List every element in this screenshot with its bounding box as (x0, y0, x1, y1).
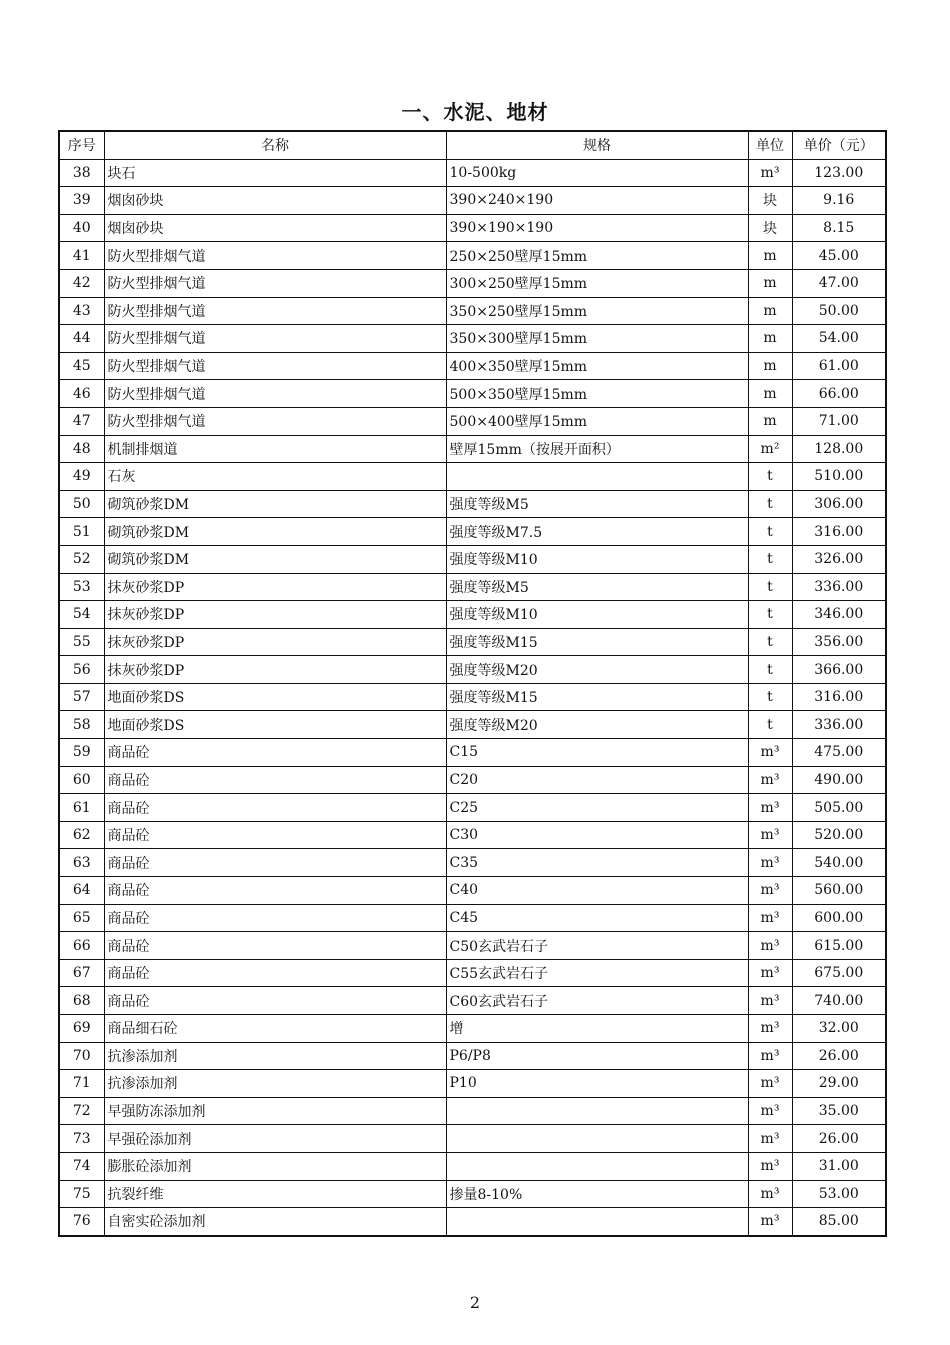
cell-unit: m³ (748, 1042, 792, 1070)
page-title: 一、水泥、地材 (401, 100, 549, 124)
cell-unit: m² (748, 435, 792, 463)
cell-spec: C40 (446, 877, 748, 905)
cell-price: 346.00 (792, 601, 886, 629)
cell-spec: 500×350壁厚15mm (446, 380, 748, 408)
table-row (59, 352, 886, 380)
table-row (59, 628, 886, 656)
cell-unit: 块 (748, 187, 792, 215)
cell-name: 商品砼 (104, 794, 446, 822)
table-row (59, 214, 886, 242)
cell-spec: 强度等级M15 (446, 683, 748, 711)
table-row (59, 490, 886, 518)
cell-unit: t (748, 463, 792, 491)
cell-unit: m³ (748, 1015, 792, 1043)
cell-price: 316.00 (792, 683, 886, 711)
cell-unit: m (748, 325, 792, 353)
cell-spec: 300×250壁厚15mm (446, 269, 748, 297)
cell-price: 128.00 (792, 435, 886, 463)
cell-no: 50 (59, 490, 104, 518)
cell-unit: m³ (748, 932, 792, 960)
cell-unit: t (748, 601, 792, 629)
cell-unit: t (748, 490, 792, 518)
cell-no: 75 (59, 1180, 104, 1208)
cell-spec: C25 (446, 794, 748, 822)
cell-unit: t (748, 573, 792, 601)
cell-no: 57 (59, 683, 104, 711)
cell-unit: m (748, 242, 792, 270)
cell-spec: C15 (446, 739, 748, 767)
cell-unit: t (748, 683, 792, 711)
cell-spec: 掺量8-10% (446, 1180, 748, 1208)
table-row (59, 1042, 886, 1070)
cell-spec (446, 1097, 748, 1125)
cell-spec (446, 1208, 748, 1236)
cell-price: 505.00 (792, 794, 886, 822)
cell-spec: 400×350壁厚15mm (446, 352, 748, 380)
cell-spec: 强度等级M5 (446, 573, 748, 601)
cell-no: 49 (59, 463, 104, 491)
cell-unit: m³ (748, 766, 792, 794)
cell-name: 地面砂浆DS (104, 711, 446, 739)
cell-unit: m³ (748, 1180, 792, 1208)
cell-spec: C20 (446, 766, 748, 794)
cell-name: 石灰 (104, 463, 446, 491)
cell-no: 69 (59, 1015, 104, 1043)
table-row (59, 518, 886, 546)
cell-name: 抗裂纤维 (104, 1180, 446, 1208)
table-row (59, 1097, 886, 1125)
cell-unit: m³ (748, 739, 792, 767)
cell-name: 抹灰砂浆DP (104, 656, 446, 684)
cell-no: 43 (59, 297, 104, 325)
page-number: 2 (469, 1293, 481, 1312)
table-row (59, 766, 886, 794)
cell-no: 56 (59, 656, 104, 684)
cell-no: 45 (59, 352, 104, 380)
cell-spec: P10 (446, 1070, 748, 1098)
table-row (59, 545, 886, 573)
cell-price: 336.00 (792, 573, 886, 601)
cell-no: 39 (59, 187, 104, 215)
cell-no: 42 (59, 269, 104, 297)
table-body (59, 159, 886, 1236)
cell-name: 地面砂浆DS (104, 683, 446, 711)
cell-no: 58 (59, 711, 104, 739)
table-row (59, 904, 886, 932)
cell-spec: 390×240×190 (446, 187, 748, 215)
cell-name: 商品砼 (104, 821, 446, 849)
table-row (59, 1180, 886, 1208)
cell-spec: 390×190×190 (446, 214, 748, 242)
cell-unit: m (748, 407, 792, 435)
cell-name: 抹灰砂浆DP (104, 628, 446, 656)
cell-no: 53 (59, 573, 104, 601)
cell-no: 41 (59, 242, 104, 270)
table-row (59, 849, 886, 877)
cell-no: 70 (59, 1042, 104, 1070)
cell-unit: m³ (748, 794, 792, 822)
table-row (59, 821, 886, 849)
cell-unit: m³ (748, 159, 792, 187)
cell-name: 商品砼 (104, 959, 446, 987)
column-header-unit: 单位 (748, 131, 792, 159)
column-header-spec: 规格 (446, 131, 748, 159)
cell-name: 防火型排烟气道 (104, 325, 446, 353)
cell-price: 326.00 (792, 545, 886, 573)
cell-spec: 增 (446, 1015, 748, 1043)
cell-no: 48 (59, 435, 104, 463)
table-row (59, 1125, 886, 1153)
cell-no: 74 (59, 1152, 104, 1180)
table-row (59, 242, 886, 270)
cell-name: 砌筑砂浆DM (104, 490, 446, 518)
table-row (59, 656, 886, 684)
table-row (59, 187, 886, 215)
cell-spec: 强度等级M20 (446, 656, 748, 684)
cell-price: 35.00 (792, 1097, 886, 1125)
cell-unit: t (748, 518, 792, 546)
cell-unit: m³ (748, 1125, 792, 1153)
cell-name: 抹灰砂浆DP (104, 573, 446, 601)
cell-no: 55 (59, 628, 104, 656)
cell-unit: m³ (748, 987, 792, 1015)
table-row (59, 987, 886, 1015)
cell-no: 60 (59, 766, 104, 794)
cell-name: 防火型排烟气道 (104, 269, 446, 297)
table-row (59, 463, 886, 491)
cell-name: 膨胀砼添加剂 (104, 1152, 446, 1180)
cell-unit: m³ (748, 1097, 792, 1125)
cell-spec (446, 1125, 748, 1153)
column-header-price: 单价（元） (792, 131, 886, 159)
table-row (59, 435, 886, 463)
cell-name: 商品砼 (104, 849, 446, 877)
table-header-row (59, 131, 886, 159)
cell-no: 73 (59, 1125, 104, 1153)
table-row (59, 959, 886, 987)
cell-name: 商品砼 (104, 766, 446, 794)
cell-spec: C45 (446, 904, 748, 932)
cell-spec: P6/P8 (446, 1042, 748, 1070)
cell-price: 306.00 (792, 490, 886, 518)
cell-unit: m³ (748, 1208, 792, 1236)
cell-name: 防火型排烟气道 (104, 297, 446, 325)
cell-unit: m³ (748, 1070, 792, 1098)
cell-name: 商品细石砼 (104, 1015, 446, 1043)
table-row (59, 380, 886, 408)
table-row (59, 297, 886, 325)
cell-unit: m (748, 269, 792, 297)
table-row (59, 1152, 886, 1180)
cell-no: 54 (59, 601, 104, 629)
cell-name: 防火型排烟气道 (104, 380, 446, 408)
cell-unit: m³ (748, 1152, 792, 1180)
cell-name: 早强防冻添加剂 (104, 1097, 446, 1125)
cell-name: 砌筑砂浆DM (104, 545, 446, 573)
cell-price: 490.00 (792, 766, 886, 794)
cell-name: 烟囱砂块 (104, 187, 446, 215)
table-row (59, 1015, 886, 1043)
table-row (59, 683, 886, 711)
cell-price: 475.00 (792, 739, 886, 767)
cell-price: 26.00 (792, 1042, 886, 1070)
cell-spec: C35 (446, 849, 748, 877)
cell-spec: 250×250壁厚15mm (446, 242, 748, 270)
table-row (59, 269, 886, 297)
cell-spec: 强度等级M7.5 (446, 518, 748, 546)
cell-price: 61.00 (792, 352, 886, 380)
cell-name: 烟囱砂块 (104, 214, 446, 242)
cell-price: 45.00 (792, 242, 886, 270)
cell-no: 52 (59, 545, 104, 573)
cell-no: 63 (59, 849, 104, 877)
cell-name: 防火型排烟气道 (104, 352, 446, 380)
cell-name: 早强砼添加剂 (104, 1125, 446, 1153)
table-row (59, 325, 886, 353)
cell-spec: C30 (446, 821, 748, 849)
cell-unit: t (748, 656, 792, 684)
cell-price: 520.00 (792, 821, 886, 849)
cell-unit: m³ (748, 904, 792, 932)
table-row (59, 932, 886, 960)
cell-spec: 500×400壁厚15mm (446, 407, 748, 435)
cell-no: 67 (59, 959, 104, 987)
cell-no: 65 (59, 904, 104, 932)
cell-spec: 强度等级M10 (446, 545, 748, 573)
cell-spec (446, 1152, 748, 1180)
cell-spec: 350×300壁厚15mm (446, 325, 748, 353)
cell-price: 71.00 (792, 407, 886, 435)
cell-price: 600.00 (792, 904, 886, 932)
table-row (59, 407, 886, 435)
cell-no: 40 (59, 214, 104, 242)
cell-unit: m³ (748, 849, 792, 877)
cell-no: 76 (59, 1208, 104, 1236)
cell-price: 510.00 (792, 463, 886, 491)
cell-unit: m (748, 297, 792, 325)
cell-spec: 强度等级M5 (446, 490, 748, 518)
cell-price: 85.00 (792, 1208, 886, 1236)
cell-price: 53.00 (792, 1180, 886, 1208)
cell-spec: C50玄武岩石子 (446, 932, 748, 960)
cell-unit: t (748, 628, 792, 656)
cell-price: 740.00 (792, 987, 886, 1015)
cell-price: 675.00 (792, 959, 886, 987)
cell-spec: 10-500kg (446, 159, 748, 187)
cell-unit: m³ (748, 821, 792, 849)
cell-spec: 350×250壁厚15mm (446, 297, 748, 325)
cell-name: 防火型排烟气道 (104, 407, 446, 435)
cell-spec: 壁厚15mm（按展开面积） (446, 435, 748, 463)
cell-no: 72 (59, 1097, 104, 1125)
cell-no: 38 (59, 159, 104, 187)
cell-price: 316.00 (792, 518, 886, 546)
cell-price: 540.00 (792, 849, 886, 877)
table-row (59, 573, 886, 601)
cell-no: 62 (59, 821, 104, 849)
column-header-name: 名称 (104, 131, 446, 159)
table-row (59, 877, 886, 905)
cell-name: 商品砼 (104, 987, 446, 1015)
cell-price: 32.00 (792, 1015, 886, 1043)
cell-unit: m (748, 352, 792, 380)
cell-price: 26.00 (792, 1125, 886, 1153)
cell-name: 块石 (104, 159, 446, 187)
table-row (59, 794, 886, 822)
cell-spec: C55玄武岩石子 (446, 959, 748, 987)
cell-no: 68 (59, 987, 104, 1015)
cell-no: 51 (59, 518, 104, 546)
cell-unit: m³ (748, 877, 792, 905)
cell-name: 商品砼 (104, 932, 446, 960)
cell-spec (446, 463, 748, 491)
table-row (59, 711, 886, 739)
cell-price: 9.16 (792, 187, 886, 215)
cell-unit: t (748, 711, 792, 739)
cell-unit: 块 (748, 214, 792, 242)
cell-price: 47.00 (792, 269, 886, 297)
table-row (59, 739, 886, 767)
cell-name: 商品砼 (104, 904, 446, 932)
cell-unit: m (748, 380, 792, 408)
cell-price: 336.00 (792, 711, 886, 739)
cell-price: 8.15 (792, 214, 886, 242)
cell-price: 560.00 (792, 877, 886, 905)
cell-name: 砌筑砂浆DM (104, 518, 446, 546)
cell-name: 抗渗添加剂 (104, 1070, 446, 1098)
cell-price: 356.00 (792, 628, 886, 656)
cell-no: 44 (59, 325, 104, 353)
cell-price: 54.00 (792, 325, 886, 353)
cell-name: 抗渗添加剂 (104, 1042, 446, 1070)
cell-spec: C60玄武岩石子 (446, 987, 748, 1015)
cell-no: 61 (59, 794, 104, 822)
cell-unit: t (748, 545, 792, 573)
table-row (59, 1208, 886, 1236)
cell-price: 31.00 (792, 1152, 886, 1180)
price-table (58, 130, 887, 1237)
cell-price: 615.00 (792, 932, 886, 960)
cell-name: 防火型排烟气道 (104, 242, 446, 270)
cell-no: 71 (59, 1070, 104, 1098)
cell-price: 366.00 (792, 656, 886, 684)
cell-no: 64 (59, 877, 104, 905)
cell-price: 29.00 (792, 1070, 886, 1098)
cell-spec: 强度等级M20 (446, 711, 748, 739)
table-row (59, 159, 886, 187)
cell-price: 50.00 (792, 297, 886, 325)
cell-name: 商品砼 (104, 877, 446, 905)
table-row (59, 601, 886, 629)
cell-name: 自密实砼添加剂 (104, 1208, 446, 1236)
cell-name: 抹灰砂浆DP (104, 601, 446, 629)
cell-no: 59 (59, 739, 104, 767)
cell-price: 123.00 (792, 159, 886, 187)
cell-name: 商品砼 (104, 739, 446, 767)
cell-spec: 强度等级M15 (446, 628, 748, 656)
cell-no: 47 (59, 407, 104, 435)
table-row (59, 1070, 886, 1098)
cell-no: 46 (59, 380, 104, 408)
cell-no: 66 (59, 932, 104, 960)
cell-spec: 强度等级M10 (446, 601, 748, 629)
cell-unit: m³ (748, 959, 792, 987)
cell-name: 机制排烟道 (104, 435, 446, 463)
column-header-no: 序号 (59, 131, 104, 159)
cell-price: 66.00 (792, 380, 886, 408)
